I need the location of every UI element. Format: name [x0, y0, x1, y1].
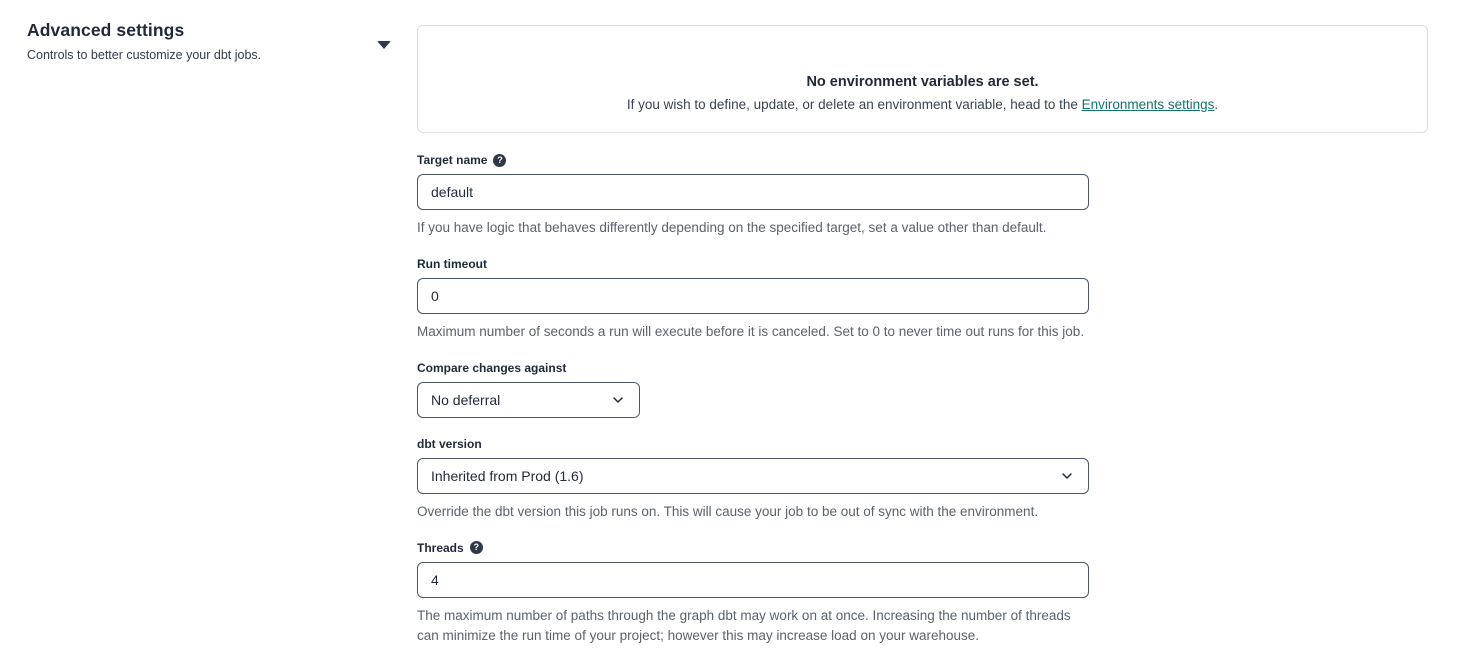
dbt-version-select[interactable]	[417, 458, 1089, 494]
chevron-down-icon	[1059, 468, 1075, 484]
env-message-suffix: .	[1214, 97, 1219, 112]
field-target-name	[417, 153, 1089, 238]
help-icon[interactable]: ?	[493, 154, 506, 167]
triangle-down-icon	[377, 41, 391, 49]
target-name-input[interactable]	[417, 174, 1089, 210]
run-timeout-label: Run timeout	[417, 256, 487, 271]
dbt-version-helper: Override the dbt version this job runs on. This will cause your job to be out of sync with the environment.	[417, 503, 1039, 519]
field-compare-changes	[417, 361, 1089, 418]
collapse-section-button[interactable]	[373, 36, 395, 54]
compare-changes-select[interactable]	[417, 382, 640, 418]
env-message-prefix: If you wish to define, update, or delete an environment variable, head to the	[626, 97, 1082, 112]
environments-settings-link[interactable]: Environments settings	[1081, 97, 1215, 112]
dbt-version-label: dbt version	[417, 436, 482, 451]
key-icon	[912, 45, 934, 67]
field-run-timeout	[417, 257, 1089, 342]
run-timeout-helper: Maximum number of seconds a run will execute before it is canceled. Set to 0 to never time out runs for this job.	[417, 323, 1085, 339]
content-column	[417, 25, 1428, 659]
field-dbt-version	[417, 437, 1089, 522]
compare-changes-selected-value: No deferral	[431, 391, 501, 408]
target-name-helper: If you have logic that behaves differently depending on the specified target, set a value other than default.	[417, 220, 1047, 235]
threads-helper: The maximum number of paths through the graph dbt may work on at once. Increasing the number of threads can minimize the run time of your project; however this may increase load on your warehouse.	[417, 607, 1071, 643]
threads-label: Threads	[417, 540, 464, 555]
advanced-settings-form	[417, 153, 1089, 646]
section-header	[27, 20, 367, 62]
env-vars-card	[417, 25, 1428, 133]
env-vars-empty-message	[627, 97, 1218, 112]
chevron-down-icon	[610, 392, 626, 408]
field-threads	[417, 541, 1089, 646]
page-subtitle: Controls to better customize your dbt jobs.	[27, 48, 262, 62]
threads-input[interactable]	[417, 562, 1089, 598]
dbt-version-selected-value: Inherited from Prod (1.6)	[431, 467, 584, 484]
compare-changes-label: Compare changes against	[417, 360, 567, 375]
run-timeout-input[interactable]	[417, 278, 1089, 314]
page-title: Advanced settings	[27, 20, 185, 40]
env-vars-empty-title: No environment variables are set.	[806, 74, 1039, 90]
target-name-label: Target name	[417, 153, 488, 167]
help-icon[interactable]: ?	[470, 541, 483, 554]
